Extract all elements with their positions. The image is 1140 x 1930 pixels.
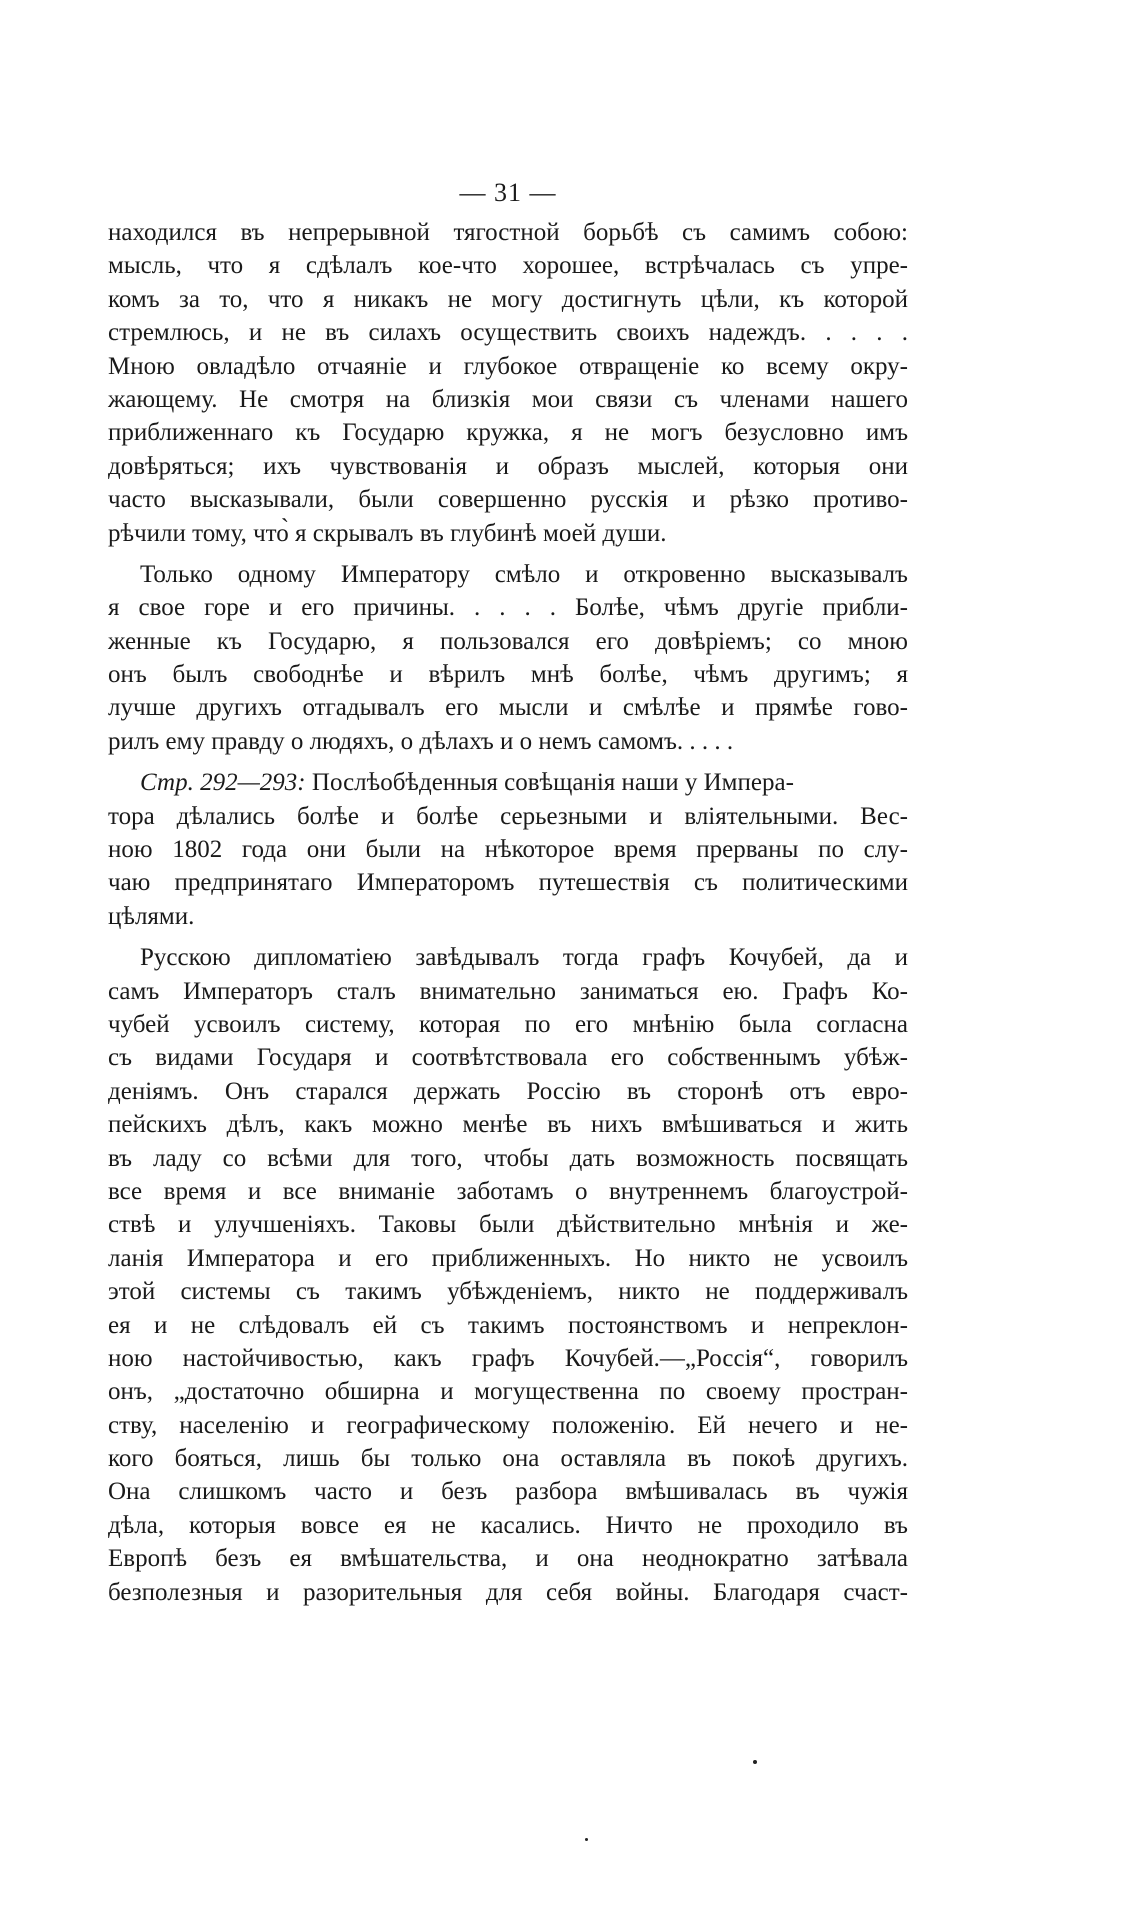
paragraph-2	[108, 558, 908, 758]
text-line: часто высказывали, были совершенно русскія и рѣзко противо-	[108, 486, 908, 514]
text-line: самъ Императоръ сталъ внимательно заниматься ею. Графъ Ко-	[108, 977, 908, 1005]
text-line: я свое горе и его причины. . . . . Болѣе, чѣмъ другіе прибли-	[108, 594, 908, 622]
text-line: приближеннаго къ Государю кружка, я не могъ безусловно имъ	[108, 419, 908, 447]
text-line: ея и не слѣдовалъ ей съ такимъ постоянствомъ и непреклон-	[108, 1311, 908, 1339]
text-span: Послѣобѣденныя совѣщанія наши у Импера-	[305, 769, 794, 797]
text-line: ствѣ и улучшеніяхъ. Таковы были дѣйствительно мнѣнія и же-	[108, 1211, 908, 1239]
ink-speck	[585, 1838, 588, 1841]
text-line: Мною овладѣло отчаяніе и глубокое отвращеніе ко всему окру-	[108, 352, 908, 380]
text-line: въ ладу со всѣми для того, чтобы дать возможность посвящать	[108, 1144, 908, 1172]
paragraph-1	[108, 216, 908, 550]
text-line: ною настойчивостью, какъ графъ Кочубей.—„Россія“, говорилъ	[108, 1344, 908, 1372]
text-line: Она слишкомъ часто и безъ разбора вмѣшивалась въ чужія	[108, 1478, 908, 1506]
text-line: ству, населенію и географическому положенію. Ей нечего и не-	[108, 1411, 908, 1439]
text-line: ною 1802 года они были на нѣкоторое время прерваны по слу-	[108, 836, 908, 864]
text-line: рилъ ему правду о людяхъ, о дѣлахъ и о немъ самомъ. . . . .	[108, 727, 734, 755]
text-line: онъ, „достаточно обширна и могущественна по своему простран-	[108, 1378, 908, 1406]
text-line: цѣлями.	[108, 902, 195, 930]
paragraph-3	[108, 766, 908, 933]
text-line: чубей усвоилъ систему, которая по его мнѣнію была согласна	[108, 1010, 908, 1038]
text-line: Русскою дипломатіею завѣдывалъ тогда графъ Кочубей, да и	[140, 944, 908, 972]
text-line: Европѣ безъ ея вмѣшательства, и она неоднократно затѣвала	[108, 1545, 908, 1573]
text-line: стремлюсь, и не въ силахъ осуществить своихъ надеждъ. . . . .	[108, 319, 908, 347]
text-line: безполезныя и разорительныя для себя войны. Благодаря счаст-	[108, 1578, 908, 1606]
text-line: пейскихъ дѣлъ, какъ можно менѣе въ нихъ вмѣшиваться и жить	[108, 1111, 908, 1139]
text-line: женные къ Государю, я пользовался его довѣріемъ; со мною	[108, 627, 908, 655]
paragraph-4	[108, 941, 908, 1609]
text-line: жающему. Не смотря на близкія мои связи съ членами нашего	[108, 385, 908, 413]
text-line: деніямъ. Онъ старался держать Россію въ сторонѣ отъ евро-	[108, 1077, 908, 1105]
text-line: довѣряться; ихъ чувствованія и образъ мыслей, которыя они	[108, 452, 908, 480]
ink-speck	[753, 1760, 757, 1764]
text-line: ланія Императора и его приближенныхъ. Но никто не усвоилъ	[108, 1244, 908, 1272]
text-line: находился въ непрерывной тягостной борьбѣ съ самимъ собою:	[108, 219, 908, 246]
text-line: кого бояться, лишь бы только она оставляла въ покоѣ другихъ.	[108, 1445, 908, 1473]
text-line	[108, 766, 908, 799]
text-line: тора дѣлались болѣе и болѣе серьезными и вліятельными. Вес-	[108, 802, 908, 830]
text-line: дѣла, которыя вовсе ея не касались. Ничто не проходило въ	[108, 1511, 908, 1539]
text-line: Только одному Императору смѣло и откровенно высказывалъ	[140, 560, 908, 588]
text-line: все время и все вниманіе заботамъ о внутреннемъ благоустрой-	[108, 1177, 908, 1205]
text-line: чаю предпринятаго Императоромъ путешествія съ политическими	[108, 869, 908, 897]
page-body	[108, 176, 908, 1617]
text-line: комъ за то, что я никакъ не могу достигнуть цѣли, къ которой	[108, 285, 908, 313]
text-line: мысль, что я сдѣлалъ кое-что хорошее, встрѣчалась съ упре-	[108, 252, 908, 280]
text-line: онъ былъ свободнѣе и вѣрилъ мнѣ болѣе, чѣмъ другимъ; я	[108, 661, 908, 689]
page-number: — 31 —	[459, 178, 557, 207]
text-line: лучше другихъ отгадывалъ его мысли и смѣлѣе и прямѣе гово-	[108, 694, 908, 722]
text-line: рѣчили тому, что̀ я скрывалъ въ глубинѣ моей души.	[108, 519, 667, 547]
text-line: этой системы съ такимъ убѣжденіемъ, никто не поддерживалъ	[108, 1278, 908, 1306]
page-reference: Стр. 292—293:	[140, 769, 306, 797]
text-line: съ видами Государя и соотвѣтствовала его собственнымъ убѣж-	[108, 1044, 908, 1072]
